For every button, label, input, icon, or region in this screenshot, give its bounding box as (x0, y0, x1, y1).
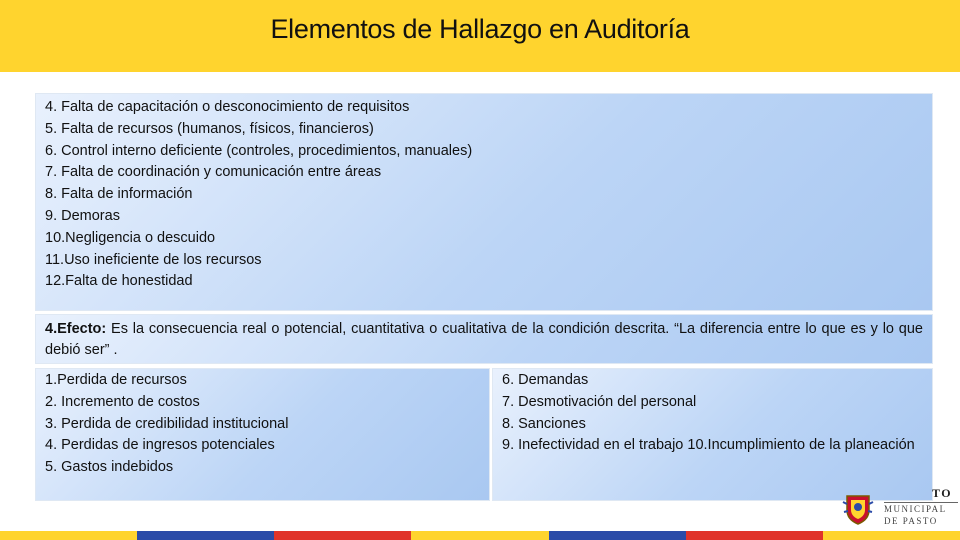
footer-stripe (137, 531, 274, 540)
footer-color-bar (0, 531, 960, 540)
coat-of-arms-icon (841, 492, 875, 526)
footer-stripe (686, 531, 823, 540)
list-item: 9. Inefectividad en el trabajo 10.Incumplimiento de la planeación (502, 437, 915, 454)
list-item: 2. Incremento de costos (45, 393, 200, 410)
logo-top-text: TO (932, 486, 953, 500)
list-item: 7. Falta de coordinación y comunicación entre áreas (45, 164, 382, 181)
list-item: 3. Perdida de credibilidad institucional (45, 415, 289, 432)
efecto-definition-panel (35, 314, 933, 364)
efecto-text: Es la consecuencia real o potencial, cuantitativa o cualitativa de la condición descrita. “La diferencia entre lo que es y lo que debió ser” . (45, 321, 923, 358)
municipal-logo (838, 488, 958, 528)
list-item: 5. Gastos indebidos (45, 459, 174, 476)
list-item: 6. Demandas (502, 372, 589, 388)
efecto-label: 4.Efecto: (45, 321, 107, 337)
list-item: 8. Sanciones (502, 415, 586, 432)
list-item: 4. Perdidas de ingresos potenciales (45, 437, 275, 454)
footer-stripe (549, 531, 686, 540)
footer-stripe (274, 531, 411, 540)
footer-stripe (823, 531, 960, 540)
page-title: Elementos de Hallazgo en Auditoría (270, 14, 690, 44)
causes-panel (35, 93, 933, 311)
logo-rule (884, 502, 958, 503)
effects-right-panel (492, 368, 933, 501)
list-item: 8. Falta de información (45, 186, 193, 203)
list-item: 6. Control interno deficiente (controles, procedimientos, manuales) (45, 142, 473, 159)
list-item: 5. Falta de recursos (humanos, físicos, financieros) (45, 120, 374, 137)
logo-line2: DE PASTO (884, 516, 938, 526)
list-item: 9. Demoras (45, 207, 120, 224)
effects-left-panel (35, 368, 490, 501)
list-item: 11.Uso ineficiente de los recursos (45, 251, 262, 268)
list-item: 12.Falta de honestidad (45, 273, 193, 290)
list-item: 7. Desmotivación del personal (502, 393, 697, 410)
list-item: 10.Negligencia o descuido (45, 229, 216, 246)
footer-stripe (411, 531, 548, 540)
list-item: 4. Falta de capacitación o desconocimiento de requisitos (45, 99, 410, 115)
logo-line1: MUNICIPAL (884, 504, 947, 514)
list-item: 1.Perdida de recursos (45, 372, 187, 388)
footer-stripe (0, 531, 137, 540)
